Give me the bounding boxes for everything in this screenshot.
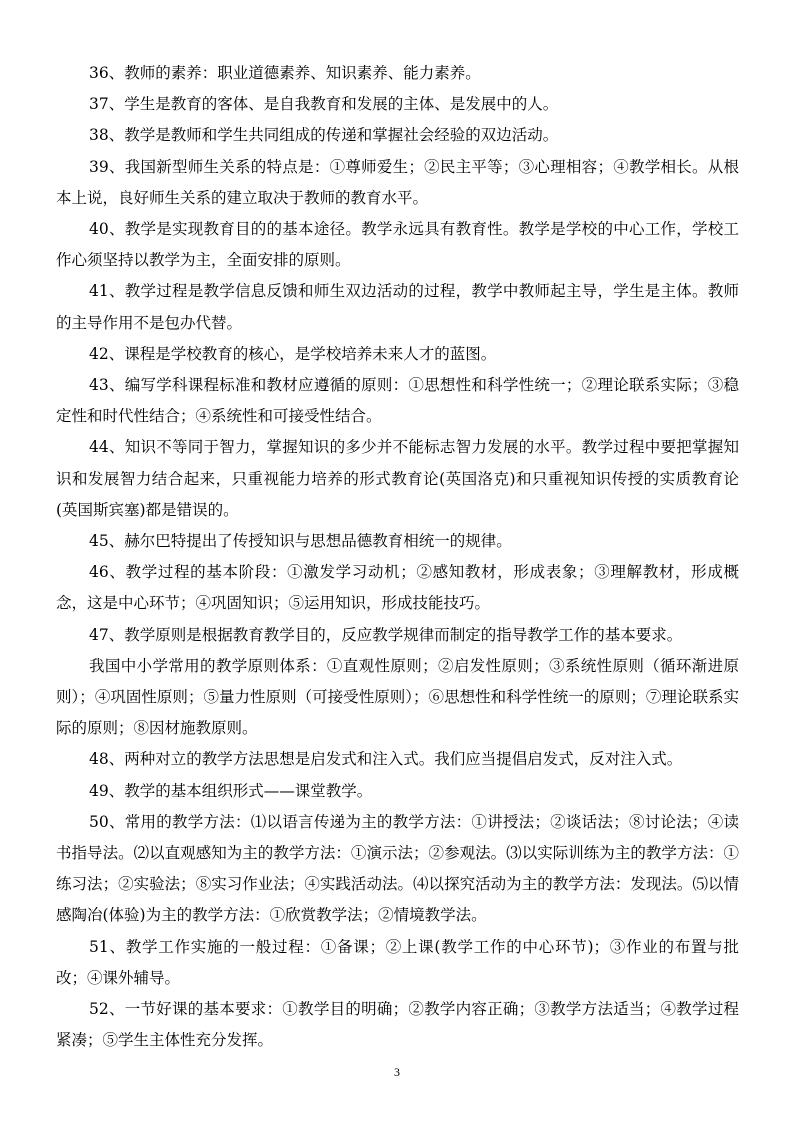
paragraph-51: 51、教学工作实施的一般过程：①备课；②上课(教学工作的中心环节)；③作业的布置与批改；④课外辅导。 — [56, 937, 739, 987]
paragraph-42: 42、课程是学校教育的核心，是学校培养未来人才的蓝图。 — [89, 344, 497, 363]
document-body — [56, 58, 739, 1057]
paragraph-41: 41、教学过程是教学信息反馈和师生双边活动的过程，教学中教师起主导，学生是主体。教师的主导作用不是包办代替。 — [56, 282, 739, 332]
paragraph-47-principles: 我国中小学常用的教学原则体系：①直观性原则；②启发性原则；③系统性原则（循环渐进原则）；④巩固性原则；⑤量力性原则（可接受性原则）；⑥思想性和科学性统一的原则；⑦理论联系实际的原则；⑧因材施教原则。 — [56, 656, 739, 738]
paragraph-39: 39、我国新型师生关系的特点是：①尊师爱生；②民主平等；③心理相容；④教学相长。从根本上说，良好师生关系的建立取决于教师的教育水平。 — [56, 157, 739, 207]
paragraph-47: 47、教学原则是根据教育教学目的，反应教学规律而制定的指导教学工作的基本要求。 — [89, 625, 683, 644]
paragraph-49: 49、教学的基本组织形式——课堂教学。 — [89, 781, 373, 800]
paragraph-40: 40、教学是实现教育目的的基本途径。教学永远具有教育性。教学是学校的中心工作，学校工作心须坚持以教学为主，全面安排的原则。 — [56, 220, 739, 270]
paragraph-45: 45、赫尔巴特提出了传授知识与思想品德教育相统一的规律。 — [89, 532, 512, 551]
paragraph-37: 37、学生是教育的客体、是自我教育和发展的主体、是发展中的人。 — [89, 95, 559, 114]
paragraph-43: 43、编写学科课程标准和教材应遵循的原则：①思想性和科学性统一；②理论联系实际；③稳定性和时代性结合；④系统性和可接受性结合。 — [56, 376, 739, 426]
paragraph-50: 50、常用的教学方法：⑴以语言传递为主的教学方法：①讲授法；②谈话法；⑧讨论法；④读书指导法。⑵以直观感知为主的教学方法：①演示法；②参观法。⑶以实际训练为主的教学方法：①练习法；②实验法；⑧实习作业法；④实践活动法。⑷以探究活动为主的教学方法：发现法。⑸以情感陶冶(体验)为主的教学方法：①欣赏教学法；②情境教学法。 — [56, 812, 739, 925]
paragraph-38: 38、教学是教师和学生共同组成的传递和掌握社会经验的双边活动。 — [89, 126, 559, 145]
paragraph-52: 52、一节好课的基本要求：①教学目的明确；②教学内容正确；③教学方法适当；④教学过程紧凑；⑤学生主体性充分发挥。 — [56, 1000, 739, 1050]
paragraph-48: 48、两种对立的教学方法思想是启发式和注入式。我们应当提倡启发式，反对注入式。 — [89, 750, 683, 769]
paragraph-46: 46、教学过程的基本阶段：①激发学习动机；②感知教材，形成表象；③理解教材，形成概念，这是中心环节；④巩固知识；⑤运用知识，形成技能技巧。 — [56, 563, 739, 613]
paragraph-44: 44、知识不等同于智力，掌握知识的多少并不能标志智力发展的水平。教学过程中要把掌握知识和发展智力结合起来，只重视能力培养的形式教育论(英国洛克)和只重视知识传授的实质教育论(英国斯宾塞)都是错误的。 — [56, 438, 739, 519]
paragraph-36: 36、教师的素养：职业道德素养、知识素养、能力素养。 — [89, 64, 481, 82]
page-number: 3 — [394, 1065, 400, 1079]
